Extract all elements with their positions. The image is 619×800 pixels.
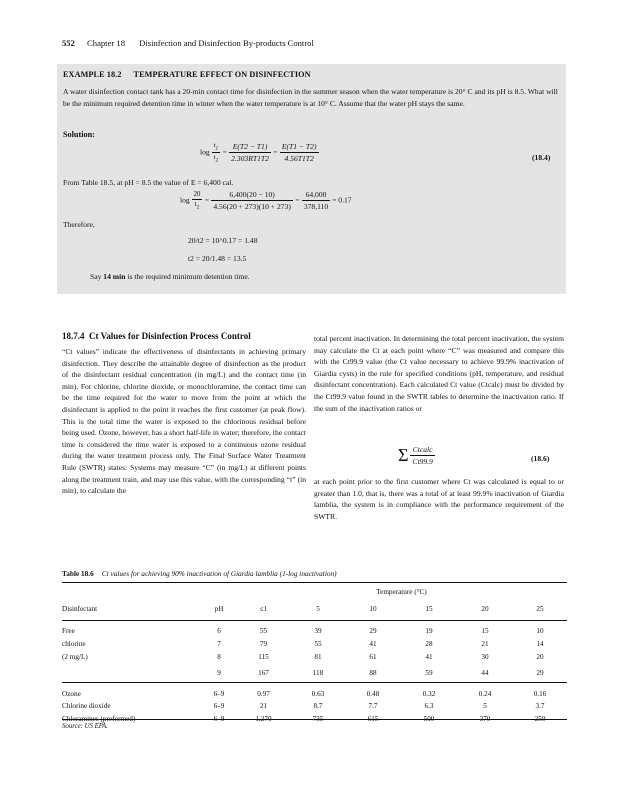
equation-calc: log $\frac{20}{t_2}$ = $\frac{6,400(20 - 10)}{4.56(20 + 273)(10 + 273)}$ = $\frac{64,000}{378,110}$ = 0.17 — [180, 190, 352, 211]
example-label: EXAMPLE 18.2 — [63, 70, 122, 79]
conclusion: Say 14 min is the required minimum detention time. — [90, 272, 250, 281]
equation-ratio: 20/t2 = 10^0.17 = 1.48 — [188, 236, 258, 245]
eq2-ratio: $\frac{20}{t_2}$ — [193, 190, 201, 211]
table-row: chlorine 7 79 55 41 28 21 14 — [62, 639, 544, 648]
table-header-row: Disinfectant pH ≤1 5 10 15 20 25 — [62, 605, 544, 614]
table-row: Free 6 55 39 29 19 15 10 — [62, 627, 544, 636]
sum-frac: $\frac{\text{Ctcalc}}{Ct99.9}$ — [412, 445, 433, 466]
right-column-text: total percent inactivation. In determining the total percent inactivation, the system may calculate the Ct at each point where “C” was measured and compare this with the Ct99.9 value (the Ct value necessary to achieve 99.9% inactivation of Giardia cysts) in the rule for specified conditions (pH, temperature, and residual disinfectant concentration). Each calculated Ct value (Ctcalc) must be divided by the Ct99.9 value found in the SWTR tables to determine the inactivation ratio. If the sum of the inactivation ratios or — [314, 334, 564, 413]
page-number: 552 — [62, 38, 75, 48]
table-row: Chlorine dioxide 6–9 21 8.7 7.7 6.3 5 3.7 — [62, 702, 545, 711]
table-row: 9 167 118 88 59 44 29 — [217, 668, 544, 677]
t-ratio: $\frac{t_1}{t_2}$ — [213, 142, 219, 164]
example-heading: TEMPERATURE EFFECT ON DISINFECTION — [133, 70, 311, 79]
table-bottom-rule — [62, 719, 567, 720]
eq2-frac2: $\frac{64,000}{378,110}$ — [303, 190, 329, 211]
chapter-label: Chapter 18 — [87, 38, 125, 48]
example-title — [63, 70, 311, 79]
eq-number-18-6: (18.6) — [531, 454, 550, 463]
table-row: Ozone 6–9 0.97 0.63 0.48 0.32 0.24 0.16 — [62, 689, 547, 698]
section-heading: 18.7.4 Ct Values for Disinfection Process Control — [62, 331, 251, 341]
chapter-title: Disinfection and Disinfection By-products Control — [139, 38, 314, 48]
table-reference-line: From Table 18.5, at pH = 8.5 the value of E = 6,400 cal. — [63, 178, 234, 187]
left-column-text: “Ct values” indicate the effectiveness of disinfectants in achieving primary disinfection. They describe the attainable degree of disinfection as the product of the disinfectant residual concentration (in mg/L) and the contact time (in min). For chlorine, chlorine dioxide, or monochloramine, the contact time can be the time required for the water to move from the point at which the disinfectant is applied to the point it reaches the first customer (at peak flow). This is the total time the water is exposed to the chlorinous residual before being used. Ozone, however, has a short half-life in water; therefore, the contact time is considered the time water is exposed to a continuous ozone residual during the water treatment process only. The Final Surface Water Treatment Rule (SWTR) states: Systems may measure “C” (in mg/L) at different points along the treatment train, and may use this value, with the corresponding “t” (in min), to calculate the — [62, 347, 306, 496]
table-source: Source: US EPA. — [62, 723, 108, 730]
eq1-frac1: $\frac{E(T2 - T1)}{2.303RT1T2}$ — [231, 142, 269, 164]
right-column-text-2: at each point prior to the first customer where Ct was calculated is equal to or greater than 1.0, that is, there was a total of at least 99.9% inactivation of Giardia lamblia, the system is in compliance with the performance requirement of the SWTR. — [314, 477, 564, 521]
temperature-header: Temperature (°C) — [376, 588, 427, 597]
table-caption: Table 18.6 Ct values for achieving 90% inactivation of Giardia lamblia (1-log inactivation) — [62, 569, 337, 578]
eq2-result: = 0.17 — [332, 195, 352, 205]
equation-result: t2 = 20/1.48 = 13.5 — [188, 254, 247, 263]
equation-18-6: Σ $\frac{\text{Ctcalc}}{Ct99.9}$ — [398, 445, 433, 466]
eq1-frac2: $\frac{E(T1 - T2)}{4.56T1T2}$ — [281, 142, 317, 164]
eq-number-18-4: (18.4) — [532, 153, 551, 162]
eq-log: log — [200, 147, 210, 157]
therefore-label: Therefore, — [63, 220, 95, 229]
temperature-header-row — [62, 586, 567, 599]
equation-18-4: log $\frac{t_1}{t_2}$ = $\frac{E(T2 - T1)}{2.303RT1T2}$ = $\frac{E(T1 - T2)}{4.56T1T2}$ — [200, 142, 317, 164]
example-problem: A water disinfection contact tank has a 20-min contact time for disinfection in the summer season when the water temperature is 20° C and its pH is 8.5. What will be the minimum required detention time in winter when the water temperature is at 10° C. Assume that the water pH stays the same. — [63, 87, 558, 108]
table-row: Chloramines (preformed) 6–9 1,270 735 615 500 370 250 — [62, 714, 546, 723]
eq2-frac1: $\frac{6,400(20 - 10)}{4.56(20 + 273)(10 + 273)}$ — [213, 190, 291, 211]
ct-table — [62, 586, 567, 725]
solution-label: Solution: — [63, 130, 95, 139]
table-row: (2 mg/L) 8 115 81 61 41 30 20 — [62, 652, 544, 661]
table-top-rule — [62, 582, 567, 583]
running-header — [62, 38, 314, 48]
